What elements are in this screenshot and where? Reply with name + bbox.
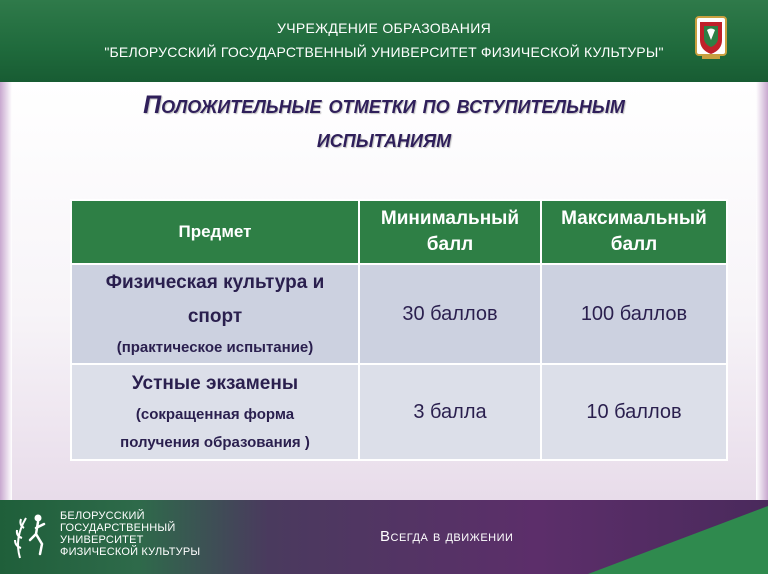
footer-slogan: Всегда в движении <box>380 528 514 545</box>
row1-subject-line1: Физическая культура и <box>105 272 325 293</box>
footer-org-line3: УНИВЕРСИТЕТ <box>60 534 144 546</box>
header-subject: Предмет <box>71 200 359 264</box>
header-min-line2: балл <box>426 234 474 255</box>
footer-org-line4: ФИЗИЧЕСКОЙ КУЛЬТУРЫ <box>60 546 201 558</box>
slide-title <box>0 88 768 156</box>
footer-green-wedge <box>588 506 768 574</box>
row2-subject-line1: Устные экзамены <box>131 373 299 394</box>
header-banner <box>0 0 768 82</box>
header-institution-type: УЧРЕЖДЕНИЕ ОБРАЗОВАНИЯ <box>277 20 491 36</box>
table-row <box>71 364 727 460</box>
row1-subject-line2: спорт <box>187 306 243 327</box>
header-max-line2: балл <box>610 234 658 255</box>
row1-subject-note: (практическое испытание) <box>116 339 314 356</box>
row1-max-score: 100 баллов <box>541 264 727 364</box>
row2-min-score: 3 балла <box>359 364 541 460</box>
footer-org-name <box>60 510 200 558</box>
slide-title-line1: Положительные отметки по вступительным <box>143 91 625 119</box>
row2-subject <box>71 364 359 460</box>
university-emblem-icon <box>692 14 730 62</box>
row2-subject-note1: (сокращенная форма <box>135 406 295 423</box>
footer-banner <box>0 500 768 574</box>
table-row <box>71 264 727 364</box>
footer-org-line2: ГОСУДАРСТВЕННЫЙ <box>60 522 176 534</box>
header-university-name: "БЕЛОРУССКИЙ ГОСУДАРСТВЕННЫЙ УНИВЕРСИТЕТ ФИЗИЧЕСКОЙ КУЛЬТУРЫ" <box>104 44 664 60</box>
header-max-line1: Максимальный <box>561 208 707 229</box>
slide-title-line2: испытаниям <box>316 125 452 153</box>
scores-table <box>70 199 728 461</box>
header-min-line1: Минимальный <box>380 208 520 229</box>
row2-subject-note2: получения образования ) <box>120 434 310 451</box>
header-max-score <box>541 200 727 264</box>
header-min-score <box>359 200 541 264</box>
footer-org-line1: БЕЛОРУССКИЙ <box>60 510 145 522</box>
table-header-row <box>71 200 727 264</box>
row2-max-score: 10 баллов <box>541 364 727 460</box>
row1-min-score: 30 баллов <box>359 264 541 364</box>
athlete-laurel-logo <box>12 508 52 566</box>
row1-subject <box>71 264 359 364</box>
